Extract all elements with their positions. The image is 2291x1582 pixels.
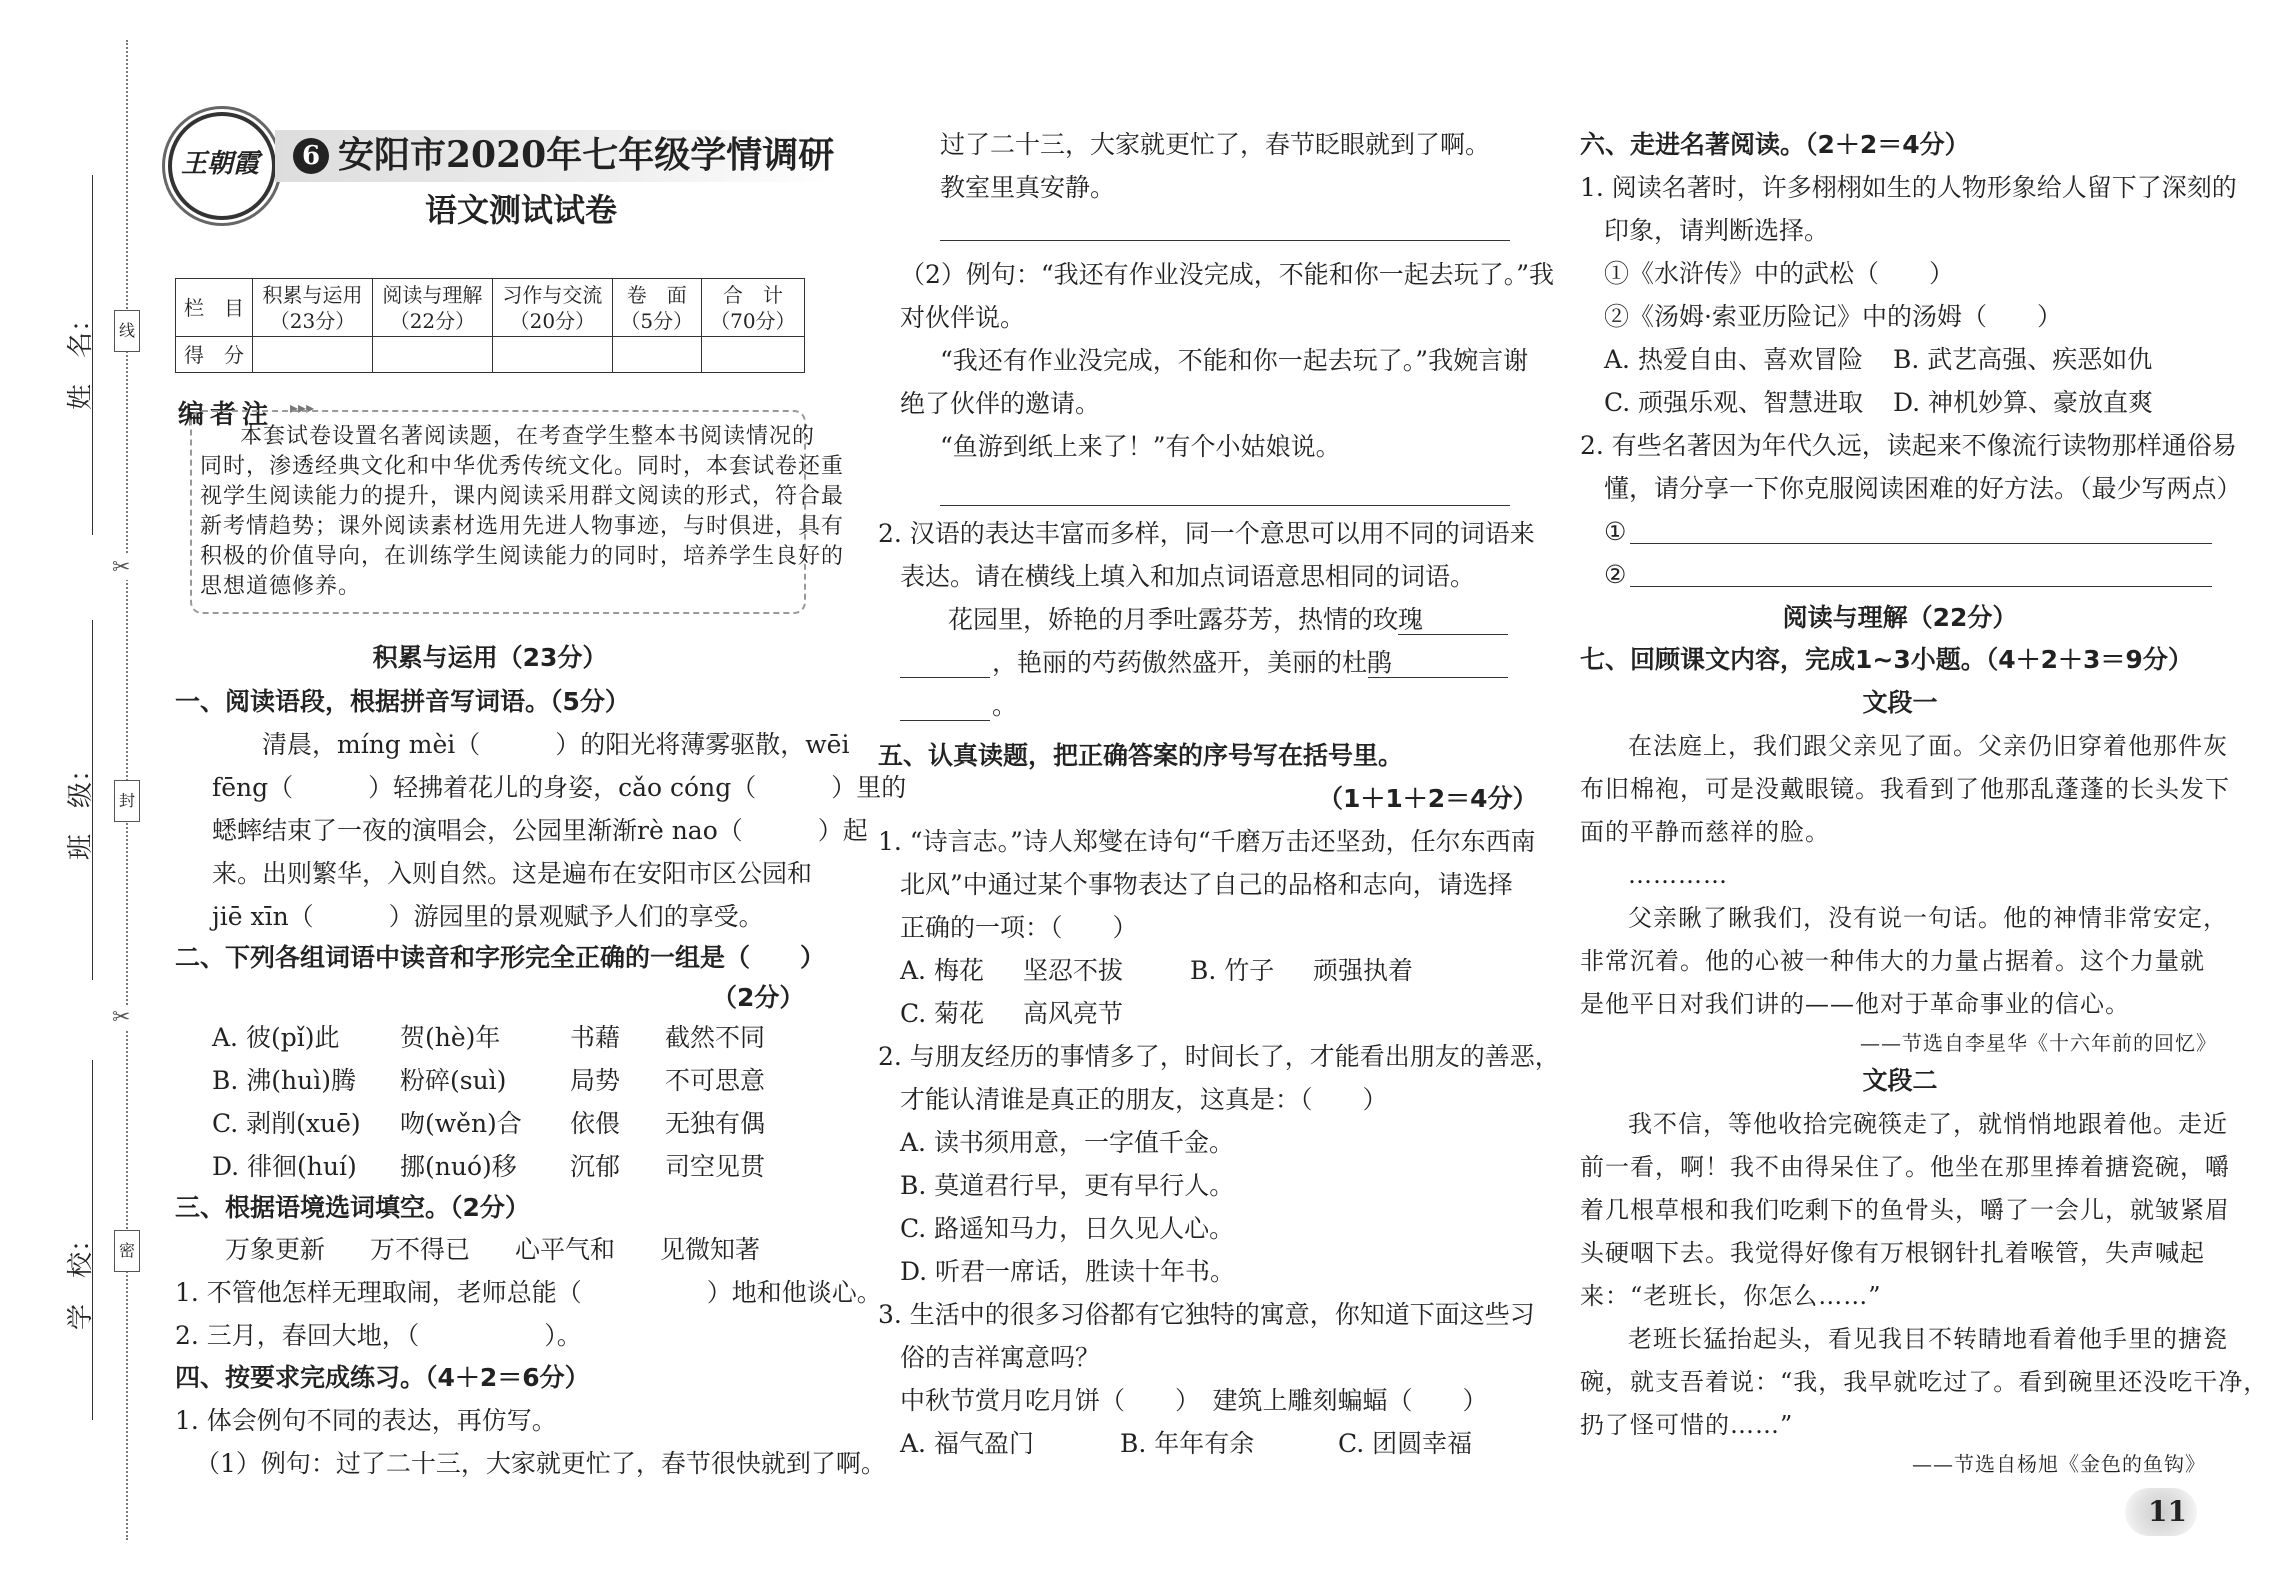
option: C. 菊花 bbox=[900, 999, 985, 1028]
score-table bbox=[175, 278, 805, 373]
question-line: 3. 生活中的很多习俗都有它独特的寓意，你知道下面这些习 bbox=[878, 1300, 1535, 1329]
option: 顽强执着 bbox=[1313, 956, 1414, 985]
passage-line: 对伙伴说。 bbox=[900, 303, 1026, 332]
option: 截然不同 bbox=[665, 1023, 766, 1052]
question-line: 花园里，娇艳的月季吐露芬芳，热情的玫瑰 bbox=[948, 605, 1424, 634]
passage-line: 布旧棉袍，可是没戴眼镜。我看到了他那乱蓬蓬的长头发下 bbox=[1580, 775, 2230, 803]
question-line: 北风”中通过某个事物表达了自己的品格和志向，请选择 bbox=[900, 870, 1513, 899]
question-line: 2. 有些名著因为年代久远，读起来不像流行读物那样通俗易 bbox=[1580, 431, 2237, 460]
option: 书藉 bbox=[570, 1023, 621, 1052]
question-title: 二、下列各组词语中读音和字形完全正确的一组是（ ） bbox=[175, 943, 826, 972]
page-number: 11 bbox=[2148, 1495, 2187, 1528]
passage-line: jiē xīn（ ）游园里的景观赋予人们的享受。 bbox=[212, 902, 764, 931]
table-cell: 得 分 bbox=[176, 337, 253, 373]
passage-line: fēng（ ）轻拂着花儿的身姿，cǎo cóng（ ）里的 bbox=[212, 773, 907, 802]
question-line: 。 bbox=[992, 691, 1018, 720]
passage-title: 文段二 bbox=[1862, 1066, 1938, 1095]
passage-source: ——节选自杨旭《金色的鱼钩》 bbox=[1912, 1452, 2206, 1476]
option: B. 年年有余 bbox=[1120, 1429, 1255, 1458]
option: B. 沸(huì)腾 bbox=[212, 1066, 356, 1095]
passage-line: 来：“老班长，你怎么……” bbox=[1580, 1282, 1882, 1310]
option: 不可思意 bbox=[665, 1066, 766, 1095]
question-line: 印象，请判断选择。 bbox=[1604, 216, 1830, 245]
passage-line: 教室里真安静。 bbox=[940, 173, 1116, 202]
passage-line: 老班长猛抬起头，看见我目不转睛地看着他手里的搪瓷 bbox=[1628, 1325, 2228, 1353]
option: 司空见贯 bbox=[665, 1152, 766, 1181]
passage-line: 扔了怪可惜的……” bbox=[1580, 1411, 1794, 1439]
scissors-icon: ✂ bbox=[112, 1005, 131, 1030]
question-title: 六、走进名著阅读。（2＋2＝4分） bbox=[1580, 130, 1970, 159]
option: A. 彼(pǐ)此 bbox=[212, 1023, 340, 1052]
table-cell: 栏 目 bbox=[176, 279, 253, 337]
answer-line[interactable] bbox=[1398, 634, 1508, 635]
question-line: 俗的吉祥寓意吗？ bbox=[900, 1343, 1101, 1372]
passage-line: 我不信，等他收拾完碗筷走了，就悄悄地跟着他。走近 bbox=[1628, 1110, 2228, 1138]
class-label: 班 级： bbox=[66, 755, 96, 860]
question-title: 四、按要求完成练习。（4＋2＝6分） bbox=[175, 1363, 590, 1392]
note-line: 积极的价值导向，在训练学生阅读能力的同时，培养学生良好的 bbox=[200, 544, 845, 569]
passage-line: 过了二十三，大家就更忙了，春节眨眼就到了啊。 bbox=[940, 130, 1491, 159]
passage-line: 蟋蟀结束了一夜的演唱会，公园里渐渐rè nao（ ）起 bbox=[212, 816, 868, 845]
question-item: 1. 不管他怎样无理取闹，老师总能（ ）地和他谈心。 bbox=[175, 1278, 882, 1307]
editor-note-label: 编者注 bbox=[178, 400, 275, 430]
word-choice: 心平气和 bbox=[515, 1235, 616, 1264]
passage-line: 非常沉着。他的心被一种伟大的力量占据着。这个力量就 bbox=[1580, 947, 2205, 975]
option: A. 梅花 bbox=[900, 956, 984, 985]
option: 坚忍不拔 bbox=[1023, 956, 1124, 985]
passage-line: 清晨，míng mèi（ ）的阳光将薄雾驱散，wēi bbox=[262, 730, 850, 759]
arrow-icon: ▸▸▸ bbox=[290, 398, 315, 417]
question-score: （2分） bbox=[712, 983, 805, 1012]
option: A. 读书须用意，一字值千金。 bbox=[900, 1128, 1234, 1157]
answer-mark: ① bbox=[1604, 517, 1627, 546]
word-choice: 万象更新 bbox=[225, 1235, 326, 1264]
question-title: 五、认真读题，把正确答案的序号写在括号里。 bbox=[878, 741, 1404, 770]
passage-line: （2）例句：“我还有作业没完成，不能和你一起去玩了。”我 bbox=[900, 260, 1554, 289]
word-choice: 万不得已 bbox=[370, 1235, 471, 1264]
option: C. 剥削(xuē) bbox=[212, 1109, 361, 1138]
table-cell: 积累与运用 （23分） bbox=[253, 279, 373, 337]
option: 高风亮节 bbox=[1023, 999, 1124, 1028]
passage-line: 面的平静而慈祥的脸。 bbox=[1580, 818, 1830, 846]
option: 挪(nuó)移 bbox=[400, 1152, 517, 1181]
note-line: 思想道德修养。 bbox=[200, 574, 362, 599]
cut-mark-feng: 封 bbox=[114, 780, 140, 822]
option: C. 团圆幸福 bbox=[1338, 1429, 1473, 1458]
question-line: 才能认清谁是真正的朋友，这真是：（ ） bbox=[900, 1085, 1388, 1114]
question-line: 懂，请分享一下你克服阅读困难的好方法。（最少写两点） bbox=[1604, 474, 2242, 503]
cut-mark-mi: 密 bbox=[114, 1230, 140, 1272]
question-item: 1. 体会例句不同的表达，再仿写。 bbox=[175, 1406, 557, 1435]
option: 粉碎(suì) bbox=[400, 1066, 507, 1095]
option: C. 路遥知马力，日久见人心。 bbox=[900, 1214, 1235, 1243]
answer-line[interactable] bbox=[900, 720, 990, 721]
option: D. 听君一席话，胜读十年书。 bbox=[900, 1257, 1236, 1286]
note-line: 同时，渗透经典文化和中华优秀传统文化。同时，本套试卷还重 bbox=[200, 454, 845, 479]
question-line: 中秋节赏月吃月饼（ ） 建筑上雕刻蝙蝠（ ） bbox=[900, 1386, 1488, 1415]
question-title: 三、根据语境选词填空。（2分） bbox=[175, 1193, 530, 1222]
question-line: ①《水浒传》中的武松（ ） bbox=[1604, 259, 1955, 288]
option: D. 神机妙算、豪放直爽 bbox=[1893, 388, 2154, 417]
answer-line[interactable] bbox=[1630, 543, 2212, 544]
school-label: 学 校： bbox=[66, 1225, 96, 1330]
question-line: ②《汤姆·索亚历险记》中的汤姆（ ） bbox=[1604, 302, 2062, 331]
question-line: 1. “诗言志。”诗人郑燮在诗句“千磨万击还坚劲，任尔东西南 bbox=[878, 827, 1536, 856]
passage-line: 前一看，啊！我不由得呆住了。他坐在那里捧着搪瓷碗，嚼 bbox=[1580, 1153, 2230, 1181]
question-line: 表达。请在横线上填入和加点词语意思相同的词语。 bbox=[900, 562, 1476, 591]
question-title: 七、回顾课文内容，完成1~3小题。（4＋2＋3＝9分） bbox=[1580, 645, 2193, 674]
note-line: 本套试卷设置名著阅读题，在考查学生整本书阅读情况的 bbox=[240, 424, 816, 449]
table-cell: 阅读与理解 （22分） bbox=[372, 279, 492, 337]
option: 吻(wěn)合 bbox=[400, 1109, 522, 1138]
question-line: 2. 与朋友经历的事情多了，时间长了，才能看出朋友的善恶， bbox=[878, 1042, 1560, 1071]
score-field[interactable] bbox=[253, 337, 373, 373]
answer-line[interactable] bbox=[940, 505, 1510, 506]
exam-subtitle: 语文测试试卷 bbox=[425, 191, 618, 229]
passage-line: 头硬咽下去。我觉得好像有万根钢针扎着喉管，失声喊起 bbox=[1580, 1239, 2205, 1267]
question-item: （1）例句：过了二十三，大家就更忙了，春节很快就到了啊。 bbox=[195, 1449, 886, 1478]
passage-line: 父亲瞅了瞅我们，没有说一句话。他的神情非常安定， bbox=[1628, 904, 2228, 932]
passage-line: 是他平日对我们讲的——他对于革命事业的信心。 bbox=[1580, 990, 2130, 1018]
word-choice: 见微知著 bbox=[660, 1235, 761, 1264]
option: B. 竹子 bbox=[1190, 956, 1275, 985]
passage-line: 来。出则繁华，入则自然。这是遍布在安阳市区公园和 bbox=[212, 859, 813, 888]
option: 沉郁 bbox=[570, 1152, 621, 1181]
cut-mark-xian: 线 bbox=[114, 310, 140, 352]
option: 贺(hè)年 bbox=[400, 1023, 501, 1052]
passage-line: “鱼游到纸上来了！”有个小姑娘说。 bbox=[940, 432, 1341, 461]
answer-line[interactable] bbox=[900, 677, 990, 678]
passage-line: 碗，就支吾着说：“我，我早就吃过了。看到碗里还没吃干净， bbox=[1580, 1368, 2269, 1396]
option: B. 武艺高强、疾恶如仇 bbox=[1893, 345, 2153, 374]
question-title: 一、阅读语段，根据拼音写词语。（5分） bbox=[175, 687, 630, 716]
answer-line[interactable] bbox=[1368, 677, 1508, 678]
question-line: 2. 汉语的表达丰富而多样，同一个意思可以用不同的词语来 bbox=[878, 519, 1535, 548]
answer-line[interactable] bbox=[1630, 586, 2212, 587]
passage-title: 文段一 bbox=[1862, 688, 1938, 717]
note-line: 新考情趋势；课外阅读素材选用先进人物事迹，与时俱进，具有 bbox=[200, 514, 845, 539]
answer-line[interactable] bbox=[940, 240, 1510, 241]
note-line: 视学生阅读能力的提升，课内阅读采用群文阅读的形式，符合最 bbox=[200, 484, 845, 509]
question-item: 2. 三月，春回大地，（ ）。 bbox=[175, 1321, 582, 1350]
passage-line: 着几根草根和我们吃剩下的鱼骨头，嚼了一会儿，就皱紧眉 bbox=[1580, 1196, 2230, 1224]
option: 依偎 bbox=[570, 1109, 621, 1138]
option: A. 福气盈门 bbox=[900, 1429, 1034, 1458]
answer-mark: ② bbox=[1604, 560, 1627, 589]
passage-line: ………… bbox=[1628, 861, 1728, 889]
option: 局势 bbox=[570, 1066, 621, 1095]
badge-number: 6 bbox=[293, 138, 329, 174]
name-label: 姓 名： bbox=[66, 305, 96, 410]
question-line: 正确的一项：（ ） bbox=[900, 913, 1138, 942]
section-title: 阅读与理解（22分） bbox=[1782, 603, 2018, 632]
section-title: 积累与运用（23分） bbox=[372, 643, 608, 672]
option: D. 徘徊(huí) bbox=[212, 1152, 357, 1181]
option: B. 莫道君行早，更有早行人。 bbox=[900, 1171, 1235, 1200]
table-cell: 卷 面 （5分） bbox=[612, 279, 701, 337]
option: A. 热爱自由、喜欢冒险 bbox=[1604, 345, 1863, 374]
question-line: ，艳丽的芍药傲然盛开，美丽的杜鹃 bbox=[992, 648, 1393, 677]
table-cell: 合 计 （70分） bbox=[701, 279, 804, 337]
passage-source: ——节选自李星华《十六年前的回忆》 bbox=[1860, 1031, 2217, 1055]
score-field[interactable] bbox=[612, 337, 701, 373]
table-cell: 习作与交流 （20分） bbox=[492, 279, 612, 337]
score-field[interactable] bbox=[701, 337, 804, 373]
option: C. 顽强乐观、智慧进取 bbox=[1604, 388, 1864, 417]
exam-title: 安阳市2020年七年级学情调研 bbox=[338, 134, 835, 176]
question-score: （1＋1＋2＝4分） bbox=[1318, 784, 1538, 813]
logo-text: 王朝霞 bbox=[180, 149, 259, 179]
question-line: 1. 阅读名著时，许多栩栩如生的人物形象给人留下了深刻的 bbox=[1580, 173, 2237, 202]
option: 无独有偶 bbox=[665, 1109, 766, 1138]
passage-line: 在法庭上，我们跟父亲见了面。父亲仍旧穿着他那件灰 bbox=[1628, 732, 2228, 760]
passage-line: “我还有作业没完成，不能和你一起去玩了。”我婉言谢 bbox=[940, 346, 1529, 375]
passage-line: 绝了伙伴的邀请。 bbox=[900, 389, 1101, 418]
scissors-icon: ✂ bbox=[112, 555, 131, 580]
score-field[interactable] bbox=[492, 337, 612, 373]
score-field[interactable] bbox=[372, 337, 492, 373]
